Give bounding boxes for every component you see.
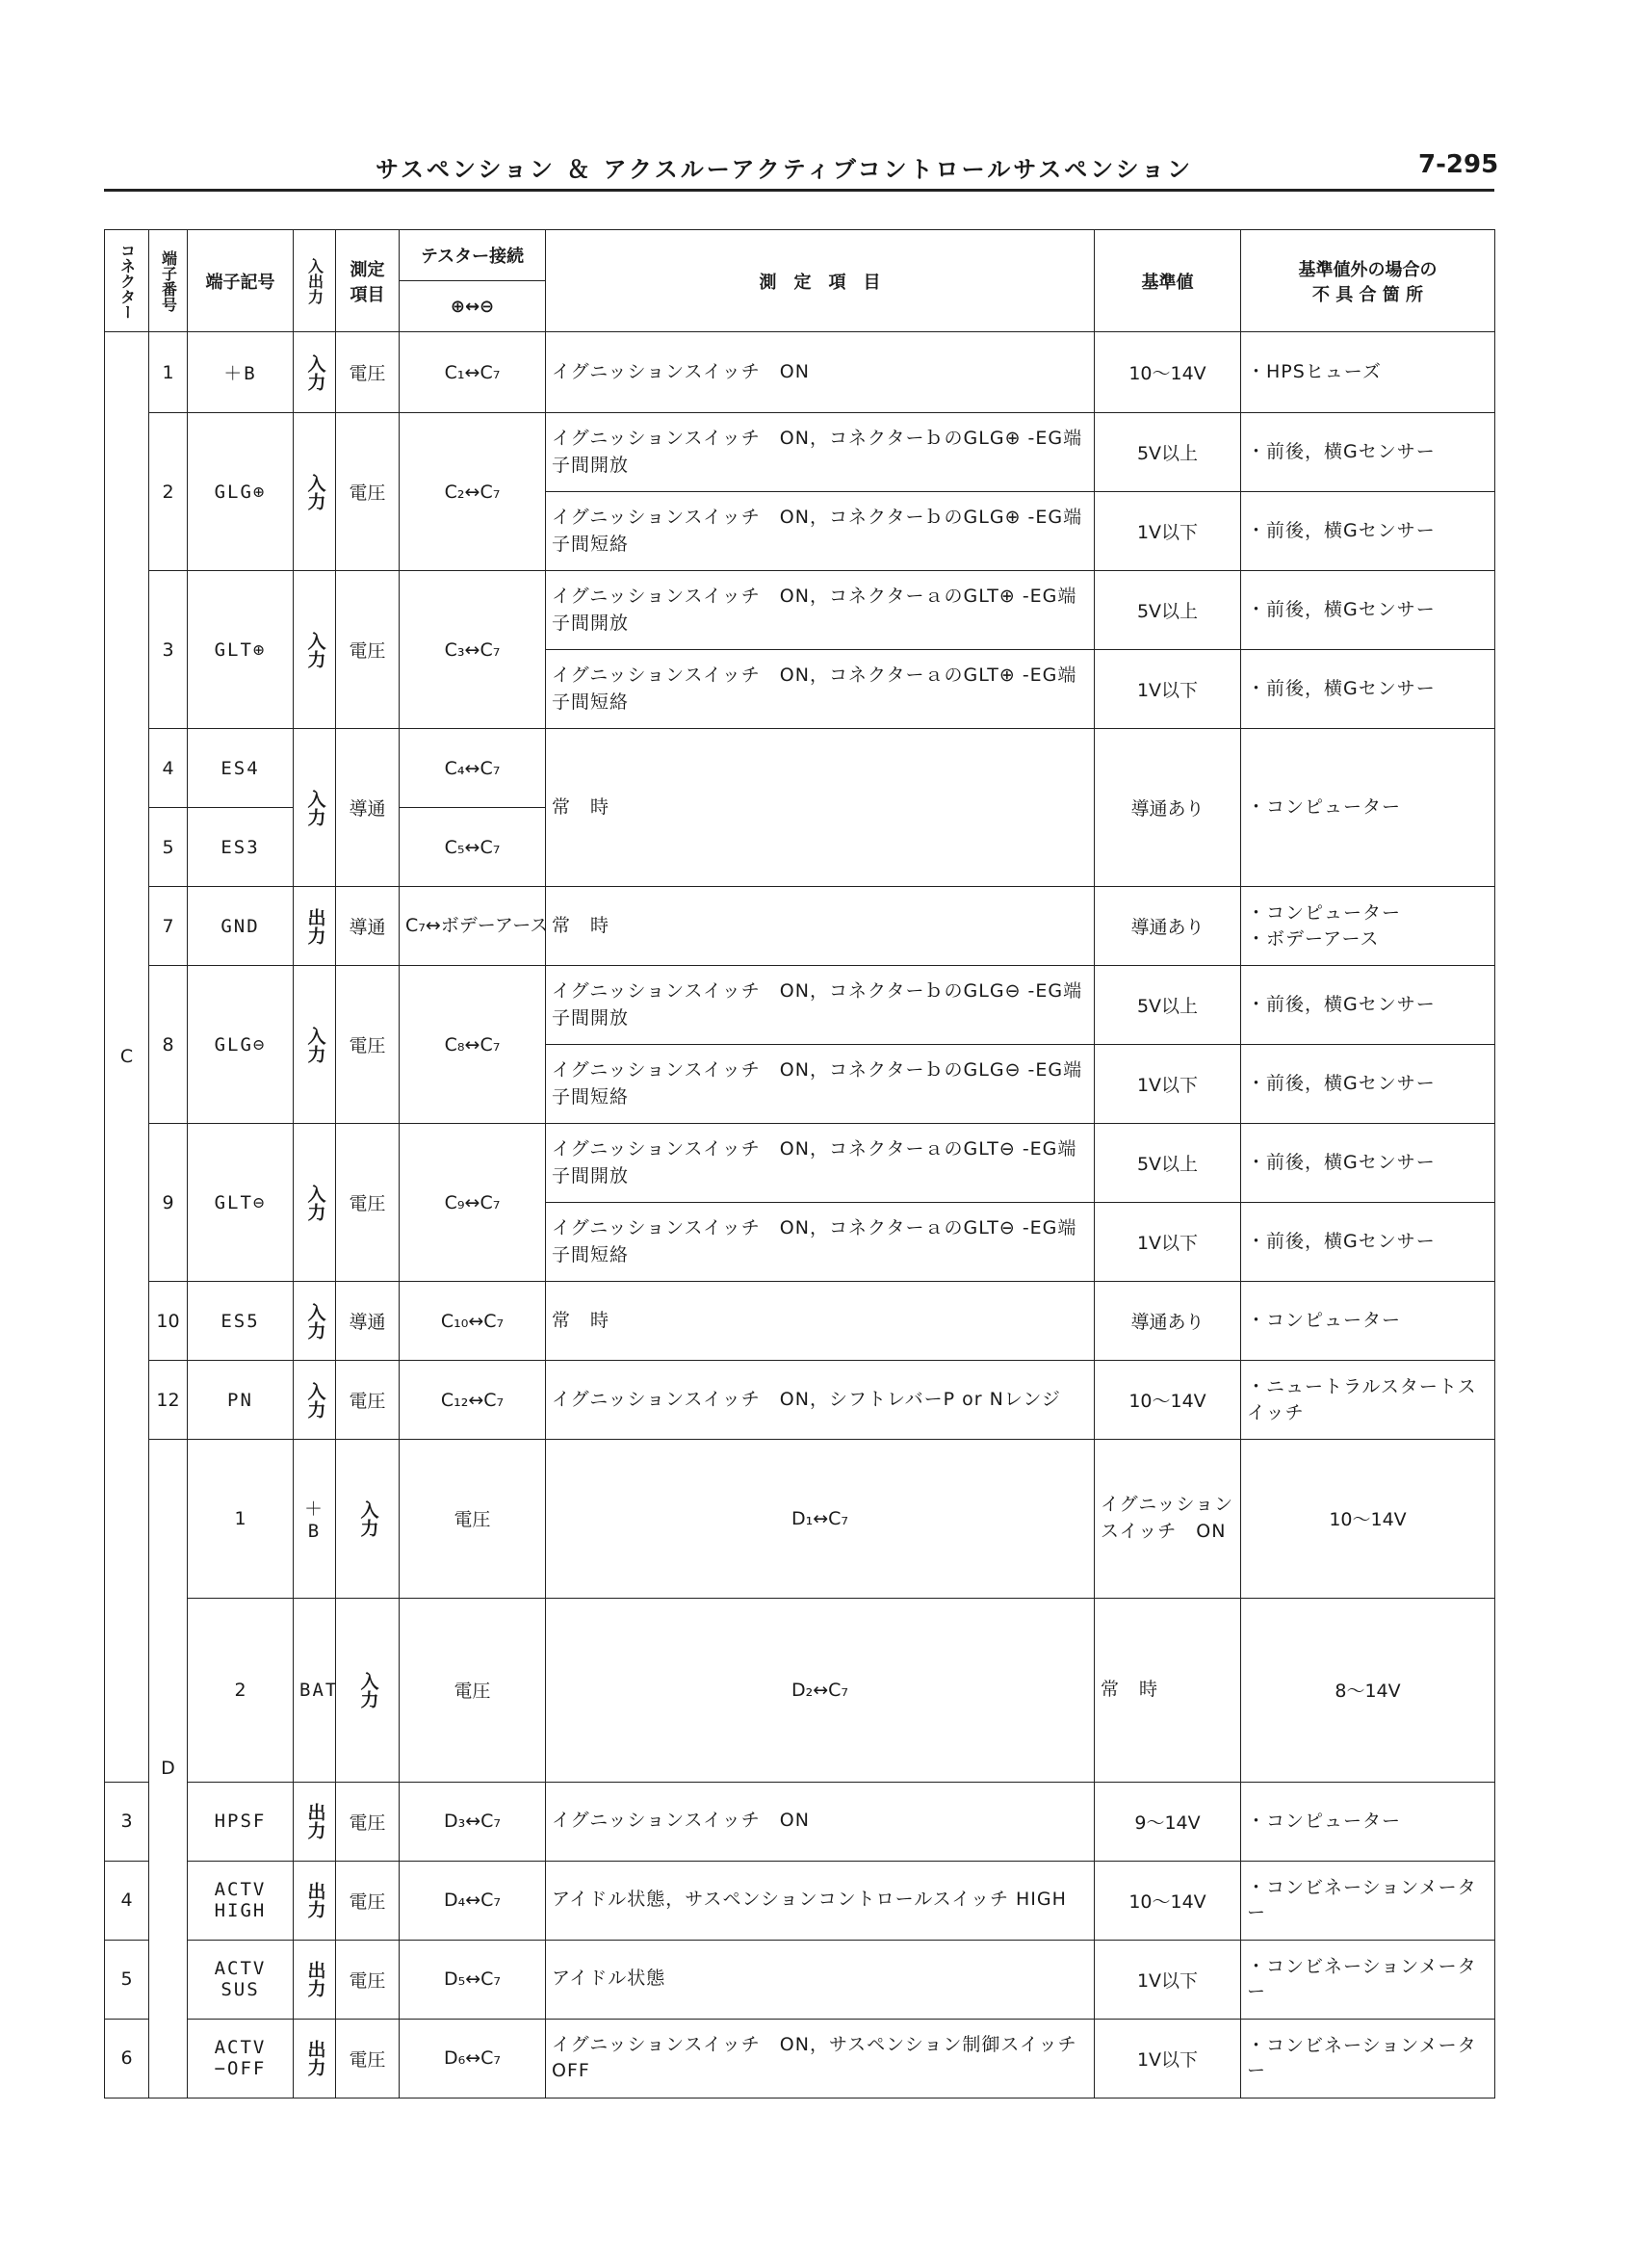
terminal-no: 2 — [188, 1598, 294, 1782]
tester-connection: D₁↔C₇ — [546, 1440, 1095, 1599]
terminal-symbol: ES3 — [188, 808, 294, 887]
fault-location: ・コンピューター — [1241, 729, 1495, 887]
io-cell: 出力 — [304, 1882, 326, 1919]
measure-cell: 電圧 — [336, 1861, 400, 1940]
standard-value: 10〜14V — [1095, 332, 1241, 413]
measure-cell: 電圧 — [400, 1440, 546, 1599]
table-row — [105, 1940, 1495, 2019]
terminal-no: 3 — [149, 571, 188, 729]
measure-item: 常 時 — [546, 1282, 1095, 1361]
tester-connection: C₈↔C₇ — [400, 966, 546, 1124]
tester-connection: C₉↔C₇ — [400, 1124, 546, 1282]
standard-value: 9〜14V — [1095, 1782, 1241, 1861]
tester-connection: D₂↔C₇ — [546, 1598, 1095, 1782]
tester-connection: D₄↔C₇ — [400, 1861, 546, 1940]
tester-connection: D₃↔C₇ — [400, 1782, 546, 1861]
standard-value: 1V以下 — [1095, 1045, 1241, 1124]
terminal-no: 9 — [149, 1124, 188, 1282]
measure-cell: 導通 — [336, 1282, 400, 1361]
terminal-symbol: ACTV SUS — [188, 1940, 294, 2019]
standard-value: 10〜14V — [1095, 1361, 1241, 1440]
table-row — [105, 413, 1495, 492]
measure-cell: 電圧 — [336, 1361, 400, 1440]
io-cell: 出力 — [304, 2040, 326, 2077]
tester-connection: D₅↔C₇ — [400, 1940, 546, 2019]
terminal-symbol: GLT⊕ — [188, 571, 294, 729]
measure-cell: 電圧 — [400, 1598, 546, 1782]
terminal-symbol: GLG⊕ — [188, 413, 294, 571]
measure-item: イグニッションスイッチ ON，コネクターａのGLT⊖ -EG端子間開放 — [546, 1124, 1095, 1203]
measure-cell: 電圧 — [336, 1940, 400, 2019]
standard-value: 1V以下 — [1095, 650, 1241, 729]
tester-connection: C₁↔C₇ — [400, 332, 546, 413]
terminal-spec-table — [104, 229, 1495, 2099]
standard-value: 8〜14V — [1241, 1598, 1495, 1782]
header-item: 測 定 項 目 — [546, 230, 1095, 332]
measure-cell: 電圧 — [336, 332, 400, 413]
tester-connection: C₃↔C₇ — [400, 571, 546, 729]
terminal-no: 4 — [105, 1861, 149, 1940]
terminal-symbol: ES4 — [188, 729, 294, 808]
header-connector: コネクター — [105, 230, 149, 332]
header-tester-polarity: ⊕↔⊖ — [400, 281, 546, 332]
measure-item: イグニッションスイッチ ON，コネクターｂのGLG⊖ -EG端子間短絡 — [546, 1045, 1095, 1124]
io-cell: 入力 — [304, 1184, 326, 1221]
tester-connection: C₁₀↔C₇ — [400, 1282, 546, 1361]
io-cell: 出力 — [304, 1961, 326, 1998]
standard-value: 1V以下 — [1095, 2019, 1241, 2098]
table-row — [105, 1782, 1495, 1861]
terminal-symbol: ＋B — [294, 1440, 336, 1599]
terminal-symbol: GND — [188, 887, 294, 966]
fault-location: ・前後，横Gセンサー — [1241, 492, 1495, 571]
fault-location: ・前後，横Gセンサー — [1241, 1203, 1495, 1282]
header-tester: テスター接続 — [400, 230, 546, 281]
terminal-no: 3 — [105, 1782, 149, 1861]
table-row — [105, 1124, 1495, 1203]
fault-location: ・前後，横Gセンサー — [1241, 966, 1495, 1045]
measure-cell: 電圧 — [336, 966, 400, 1124]
header-divider — [104, 189, 1494, 192]
io-cell: 入力 — [304, 631, 326, 668]
terminal-no: 7 — [149, 887, 188, 966]
terminal-symbol: ＋B — [188, 332, 294, 413]
tester-connection: D₆↔C₇ — [400, 2019, 546, 2098]
io-cell: 入力 — [357, 1671, 379, 1708]
measure-item: 常 時 — [1095, 1598, 1241, 1782]
measure-item: イグニッションスイッチ ON，コネクターａのGLT⊕ -EG端子間短絡 — [546, 650, 1095, 729]
terminal-symbol: PN — [188, 1361, 294, 1440]
standard-value: 1V以下 — [1095, 1203, 1241, 1282]
io-cell: 入力 — [304, 789, 326, 826]
measure-cell: 電圧 — [336, 571, 400, 729]
io-cell: 入力 — [357, 1499, 379, 1537]
table-row — [105, 1598, 1495, 1782]
fault-location: ・コンピューター — [1241, 1282, 1495, 1361]
standard-value: 導通あり — [1095, 1282, 1241, 1361]
table-row — [105, 729, 1495, 808]
terminal-symbol: HPSF — [188, 1782, 294, 1861]
terminal-no: 1 — [149, 332, 188, 413]
measure-cell: 導通 — [336, 729, 400, 887]
measure-item: イグニッションスイッチ ON，コネクターｂのGLG⊕ -EG端子間短絡 — [546, 492, 1095, 571]
io-cell: 入力 — [304, 353, 326, 391]
terminal-no: 5 — [149, 808, 188, 887]
measure-item: イグニッションスイッチ ON — [546, 1782, 1095, 1861]
terminal-no: 1 — [188, 1440, 294, 1599]
fault-location: ・コンビネーションメーター — [1241, 2019, 1495, 2098]
measure-item: イグニッションスイッチ ON，シフトレバーP or Nレンジ — [546, 1361, 1095, 1440]
table-row — [105, 1282, 1495, 1361]
tester-connection: C₄↔C₇ — [400, 729, 546, 808]
standard-value: 導通あり — [1095, 887, 1241, 966]
header-fault: 基準値外の場合の 不 具 合 箇 所 — [1241, 230, 1495, 332]
terminal-no: 10 — [149, 1282, 188, 1361]
page-title: サスペンション ＆ アクスルーアクティブコントロールサスペンション — [376, 156, 1194, 183]
terminal-symbol: ES5 — [188, 1282, 294, 1361]
fault-location: ・HPSヒューズ — [1241, 332, 1495, 413]
header-measure: 測定項目 — [336, 230, 400, 332]
terminal-symbol: GLT⊖ — [188, 1124, 294, 1282]
fault-location: ・コンビネーションメーター — [1241, 1940, 1495, 2019]
io-cell: 入力 — [304, 473, 326, 510]
table-row — [105, 332, 1495, 413]
fault-location: ・ニュートラルスタートスイッチ — [1241, 1361, 1495, 1440]
header-io: 入出力 — [294, 230, 336, 332]
io-cell: 入力 — [304, 1026, 326, 1063]
fault-location: ・コンビネーションメーター — [1241, 1861, 1495, 1940]
standard-value: 1V以下 — [1095, 1940, 1241, 2019]
standard-value: 5V以上 — [1095, 966, 1241, 1045]
measure-item: 常 時 — [546, 729, 1095, 887]
measure-item: イグニッションスイッチ ON，コネクターｂのGLG⊕ -EG端子間開放 — [546, 413, 1095, 492]
measure-item: アイドル状態，サスペンションコントロールスイッチ HIGH — [546, 1861, 1095, 1940]
io-cell: 出力 — [304, 907, 326, 945]
table-row — [105, 1861, 1495, 1940]
fault-location: ・前後，横Gセンサー — [1241, 1124, 1495, 1203]
table-row — [105, 887, 1495, 966]
measure-cell: 電圧 — [336, 413, 400, 571]
measure-cell: 電圧 — [336, 1124, 400, 1282]
connector-d-label: D — [149, 1440, 188, 2099]
measure-item: イグニッションスイッチ ON，コネクターａのGLT⊖ -EG端子間短絡 — [546, 1203, 1095, 1282]
terminal-no: 2 — [149, 413, 188, 571]
measure-item: イグニッションスイッチ ON — [546, 332, 1095, 413]
standard-value: 5V以上 — [1095, 1124, 1241, 1203]
terminal-no: 8 — [149, 966, 188, 1124]
terminal-symbol: ACTV HIGH — [188, 1861, 294, 1940]
terminal-symbol: BAT — [294, 1598, 336, 1782]
terminal-no: 5 — [105, 1940, 149, 2019]
measure-cell: 電圧 — [336, 1782, 400, 1861]
standard-value: 10〜14V — [1095, 1861, 1241, 1940]
fault-location: ・前後，横Gセンサー — [1241, 1045, 1495, 1124]
io-cell: 入力 — [304, 1302, 326, 1340]
header-terminal-no: 端子番号 — [149, 230, 188, 332]
table-row — [105, 2019, 1495, 2098]
standard-value: 10〜14V — [1241, 1440, 1495, 1599]
header-standard: 基準値 — [1095, 230, 1241, 332]
fault-location: ・前後，横Gセンサー — [1241, 571, 1495, 650]
measure-item: イグニッションスイッチ ON，サスペンション制御スイッチ OFF — [546, 2019, 1095, 2098]
measure-item: イグニッションスイッチ ON，コネクターｂのGLG⊖ -EG端子間開放 — [546, 966, 1095, 1045]
tester-connection: C₁₂↔C₇ — [400, 1361, 546, 1440]
table-row — [105, 1440, 1495, 1599]
page-number: 7-295 — [1418, 150, 1499, 179]
table-row — [105, 571, 1495, 650]
tester-connection: C₂↔C₇ — [400, 413, 546, 571]
measure-item: 常 時 — [546, 887, 1095, 966]
fault-location: ・前後，横Gセンサー — [1241, 650, 1495, 729]
standard-value: 1V以下 — [1095, 492, 1241, 571]
measure-item: アイドル状態 — [546, 1940, 1095, 2019]
measure-item: イグニッションスイッチ ON — [1095, 1440, 1241, 1599]
standard-value: 導通あり — [1095, 729, 1241, 887]
standard-value: 5V以上 — [1095, 413, 1241, 492]
terminal-no: 6 — [105, 2019, 149, 2098]
fault-location: ・コンピューター ・ボデーアース — [1241, 887, 1495, 966]
io-cell: 出力 — [304, 1803, 326, 1840]
tester-connection: C₅↔C₇ — [400, 808, 546, 887]
measure-item: イグニッションスイッチ ON，コネクターａのGLT⊕ -EG端子間開放 — [546, 571, 1095, 650]
measure-cell: 電圧 — [336, 2019, 400, 2098]
terminal-symbol: GLG⊖ — [188, 966, 294, 1124]
terminal-no: 12 — [149, 1361, 188, 1440]
fault-location: ・コンピューター — [1241, 1782, 1495, 1861]
terminal-symbol: ACTV −OFF — [188, 2019, 294, 2098]
measure-cell: 導通 — [336, 887, 400, 966]
table-row — [105, 966, 1495, 1045]
tester-connection: C₇↔ボデーアース — [400, 887, 546, 966]
header-terminal-symbol: 端子記号 — [188, 230, 294, 332]
fault-location: ・前後，横Gセンサー — [1241, 413, 1495, 492]
io-cell: 入力 — [304, 1381, 326, 1419]
terminal-no: 4 — [149, 729, 188, 808]
connector-c-label: C — [105, 332, 149, 1783]
standard-value: 5V以上 — [1095, 571, 1241, 650]
table-row — [105, 1361, 1495, 1440]
